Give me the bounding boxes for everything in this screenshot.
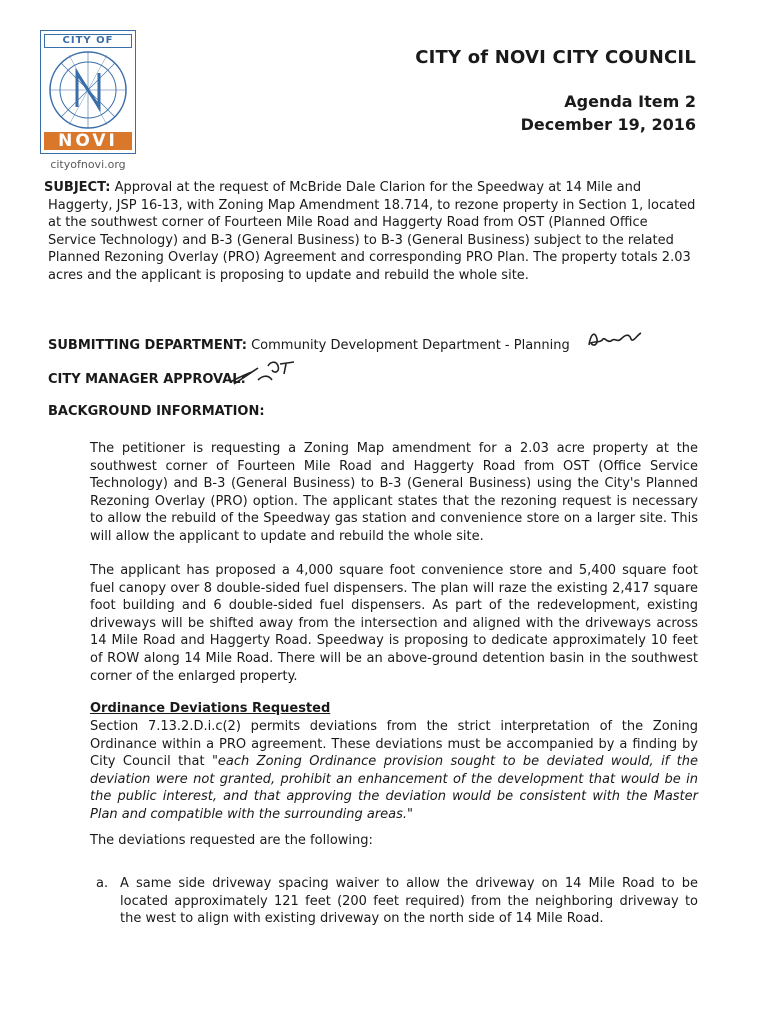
ordinance-paragraph: [90, 718, 698, 824]
agenda-item: Agenda Item 2: [564, 92, 696, 111]
ordinance-heading: Ordinance Deviations Requested: [90, 701, 331, 716]
logo-url: cityofnovi.org: [50, 158, 126, 171]
city-manager-approval: [48, 372, 246, 387]
logo-bottom-text: NOVI: [44, 132, 132, 150]
list-item-text: A same side driveway spacing waiver to allow the driveway on 14 Mile Road to be located approximately 121 feet (200 feet required) from the neighboring driveway to the west to align with existing driveway on the north side of 14 Mile Road.: [120, 876, 698, 927]
subject-label: SUBJECT:: [44, 180, 111, 195]
council-title: CITY of NOVI CITY COUNCIL: [415, 47, 696, 68]
meeting-date: December 19, 2016: [520, 115, 696, 134]
logo-frame: [40, 30, 136, 154]
city-manager-signature: [228, 358, 298, 388]
subject-text: Approval at the request of McBride Dale Clarion for the Speedway at 14 Mile and Haggerty, JSP 16-13, with Zoning Map Amendment 18.714, to rezone property in Section 1, located at the southwest corner of Fourteen Mile Road and Haggerty Road from OST (Planned Office Service Technology) and B-3 (General Business) to B-3 (General Business) subject to the related Planned Rezoning Overlay (PRO) Agreement and corresponding PRO Plan. The property totals 2.03 acres and the applicant is proposing to update and rebuild the whole site.: [48, 180, 696, 283]
submitting-label: SUBMITTING DEPARTMENT:: [48, 338, 247, 353]
background-paragraph-2: The applicant has proposed a 4,000 square foot convenience store and 5,400 square foot fuel canopy over 8 double-sided fuel dispensers. The plan will raze the existing 2,417 square foot building and 6 double-sided fuel dispensers. As part of the redevelopment, existing driveways will be shifted away from the intersection and aligned with the driveways across 14 Mile Road and Haggerty Road. Speedway is proposing to dedicate approximately 10 feet of ROW along 14 Mile Road. There will be an above-ground detention basin in the southwest corner of the enlarged property.: [90, 563, 698, 684]
submitting-value: Community Development Department - Planning: [251, 338, 570, 353]
ordinance-quote: "each Zoning Ordinance provision sought to be deviated would, if the deviation were not granted, prohibit an enhancement of the development that would be in the public interest, and that approving the deviation would be consistent with the Master Plan and compatible with the surrounding areas.": [90, 754, 698, 822]
logo-top-text: CITY OF: [44, 34, 132, 48]
planning-initials-signature: [585, 325, 645, 353]
list-item: [96, 875, 698, 928]
ordinance-intro: Section 7.13.2.D.i.c(2) permits deviations from the strict interpretation of the Zoning Ordinance within a PRO agreement. These deviations must be accompanied by a finding by City Council that: [90, 719, 698, 770]
city-manager-label: CITY MANAGER APPROVAL:: [48, 372, 246, 387]
submitting-department: [48, 338, 570, 353]
background-paragraph-1: The petitioner is requesting a Zoning Map amendment for a 2.03 acre property at the southwest corner of Fourteen Mile Road and Haggerty Road from OST (Office Service Technology) and B-3 (General Business) to B-3 (General Business) using the City's Planned Rezoning Overlay (PRO) option. The applicant states that the rezoning request is necessary to allow the rebuild of the Speedway gas station and convenience store on a larger site. This will allow the applicant to update and rebuild the whole site.: [90, 441, 698, 544]
background-heading: BACKGROUND INFORMATION:: [48, 404, 265, 419]
city-seal-icon: [47, 49, 129, 131]
deviations-intro: The deviations requested are the following:: [90, 833, 373, 848]
subject-section: [44, 179, 698, 285]
city-logo: [40, 30, 136, 171]
list-item-marker: a.: [96, 876, 109, 891]
